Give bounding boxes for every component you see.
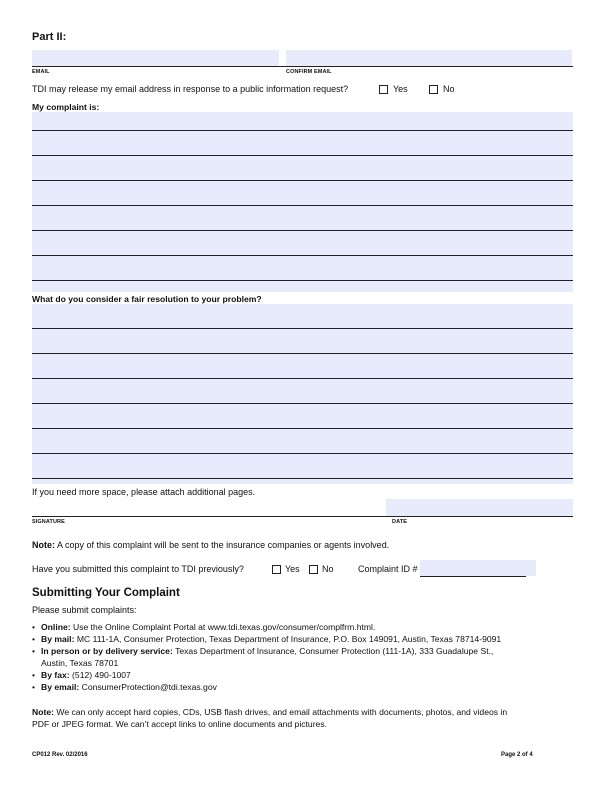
complaint-line: [32, 180, 573, 181]
complaint-line: [32, 205, 573, 206]
method-label: By mail:: [41, 634, 75, 644]
part-heading: Part II:: [32, 31, 67, 43]
submit-intro: Please submit complaints:: [32, 605, 137, 615]
resolution-line: [32, 403, 573, 404]
copy-note: [32, 540, 389, 550]
copy-note-text: A copy of this complaint will be sent to the insurance companies or agents involved.: [57, 540, 390, 550]
complaint-line: [32, 280, 573, 281]
resolution-label: What do you consider a fair resolution to your problem?: [32, 294, 262, 304]
email-field[interactable]: [32, 50, 279, 66]
complaint-id-field[interactable]: [420, 560, 536, 576]
method-label: Online:: [41, 622, 71, 632]
footer-page-number: Page 2 of 4: [501, 752, 533, 758]
final-note-line1: [32, 707, 507, 717]
method-text: Austin, Texas 78701: [41, 658, 119, 668]
resolution-textarea[interactable]: [32, 304, 573, 484]
final-note-bold: Note:: [32, 707, 54, 717]
resolution-line: [32, 428, 573, 429]
method-text: Texas Department of Insurance, Consumer Protection (111-1A), 333 Guadalupe St.,: [175, 646, 494, 656]
method-text: Use the Online Complaint Portal at www.tdi.texas.gov/consumer/complfrm.html.: [73, 622, 376, 632]
method-text: (512) 490-1007: [72, 670, 131, 680]
method-text: MC 111-1A, Consumer Protection, Texas Department of Insurance, P.O. Box 149091, Austin, Texas 78714-9091: [76, 634, 502, 644]
final-note-text: We can only accept hard copies, CDs, USB flash drives, and email attachments with documents, photos, and videos in: [56, 707, 508, 717]
email-label: EMAIL: [32, 69, 50, 75]
list-item: • In person or by delivery service: Texas Department of Insurance, Consumer Protection (111-1A), 333 Guadalupe St.,: [32, 646, 494, 656]
resolution-line: [32, 453, 573, 454]
complaint-label: My complaint is:: [32, 102, 100, 112]
complaint-textarea[interactable]: [32, 112, 573, 292]
resolution-line: [32, 328, 573, 329]
email-rule: [32, 66, 573, 67]
copy-note-bold: Note:: [32, 540, 55, 550]
release-question: TDI may release my email address in response to a public information request?: [32, 84, 349, 94]
confirm-email-field[interactable]: [286, 50, 572, 66]
complaint-line: [32, 255, 573, 256]
resolution-line: [32, 378, 573, 379]
previous-question: Have you submitted this complaint to TDI previously?: [32, 564, 244, 574]
complaint-line: [32, 155, 573, 156]
release-no-label: No: [443, 84, 455, 94]
list-item: • Online: Use the Online Complaint Portal at www.tdi.texas.gov/consumer/complfrm.html.: [32, 622, 376, 632]
list-item: • By fax: (512) 490-1007: [32, 670, 131, 680]
complaint-line: [32, 230, 573, 231]
previous-yes-checkbox[interactable]: [272, 565, 281, 574]
previous-yes-label: Yes: [285, 564, 300, 574]
signature-rule: [32, 516, 573, 517]
method-label: By fax:: [41, 670, 70, 680]
resolution-line: [32, 353, 573, 354]
previous-no-checkbox[interactable]: [309, 565, 318, 574]
date-label: DATE: [392, 519, 407, 525]
list-item: • By mail: MC 111-1A, Consumer Protection, Texas Department of Insurance, P.O. Box 149091, Austin, Texas 78714-9091: [32, 634, 502, 644]
footer-form-number: CP012 Rev. 02/2016: [32, 752, 88, 758]
complaint-line: [32, 130, 573, 131]
signature-label: SIGNATURE: [32, 519, 65, 525]
method-text: ConsumerProtection@tdi.texas.gov: [81, 682, 217, 692]
release-yes-label: Yes: [393, 84, 408, 94]
final-note-line2: PDF or JPEG format. We can’t accept links to online documents and pictures.: [32, 719, 328, 729]
list-item: • By email: ConsumerProtection@tdi.texas.gov: [32, 682, 217, 692]
more-space-text: If you need more space, please attach additional pages.: [32, 487, 256, 497]
submit-heading: Submitting Your Complaint: [32, 587, 180, 599]
release-no-checkbox[interactable]: [429, 85, 438, 94]
method-label: In person or by delivery service:: [41, 646, 173, 656]
complaint-id-label: Complaint ID #: [358, 564, 418, 574]
method-label: By email:: [41, 682, 80, 692]
previous-no-label: No: [322, 564, 334, 574]
date-field[interactable]: [386, 499, 573, 516]
list-item-continued: [41, 658, 118, 668]
complaint-id-rule: [420, 576, 526, 577]
release-yes-checkbox[interactable]: [379, 85, 388, 94]
confirm-email-label: CONFIRM EMAIL: [286, 69, 332, 75]
resolution-line: [32, 478, 573, 479]
